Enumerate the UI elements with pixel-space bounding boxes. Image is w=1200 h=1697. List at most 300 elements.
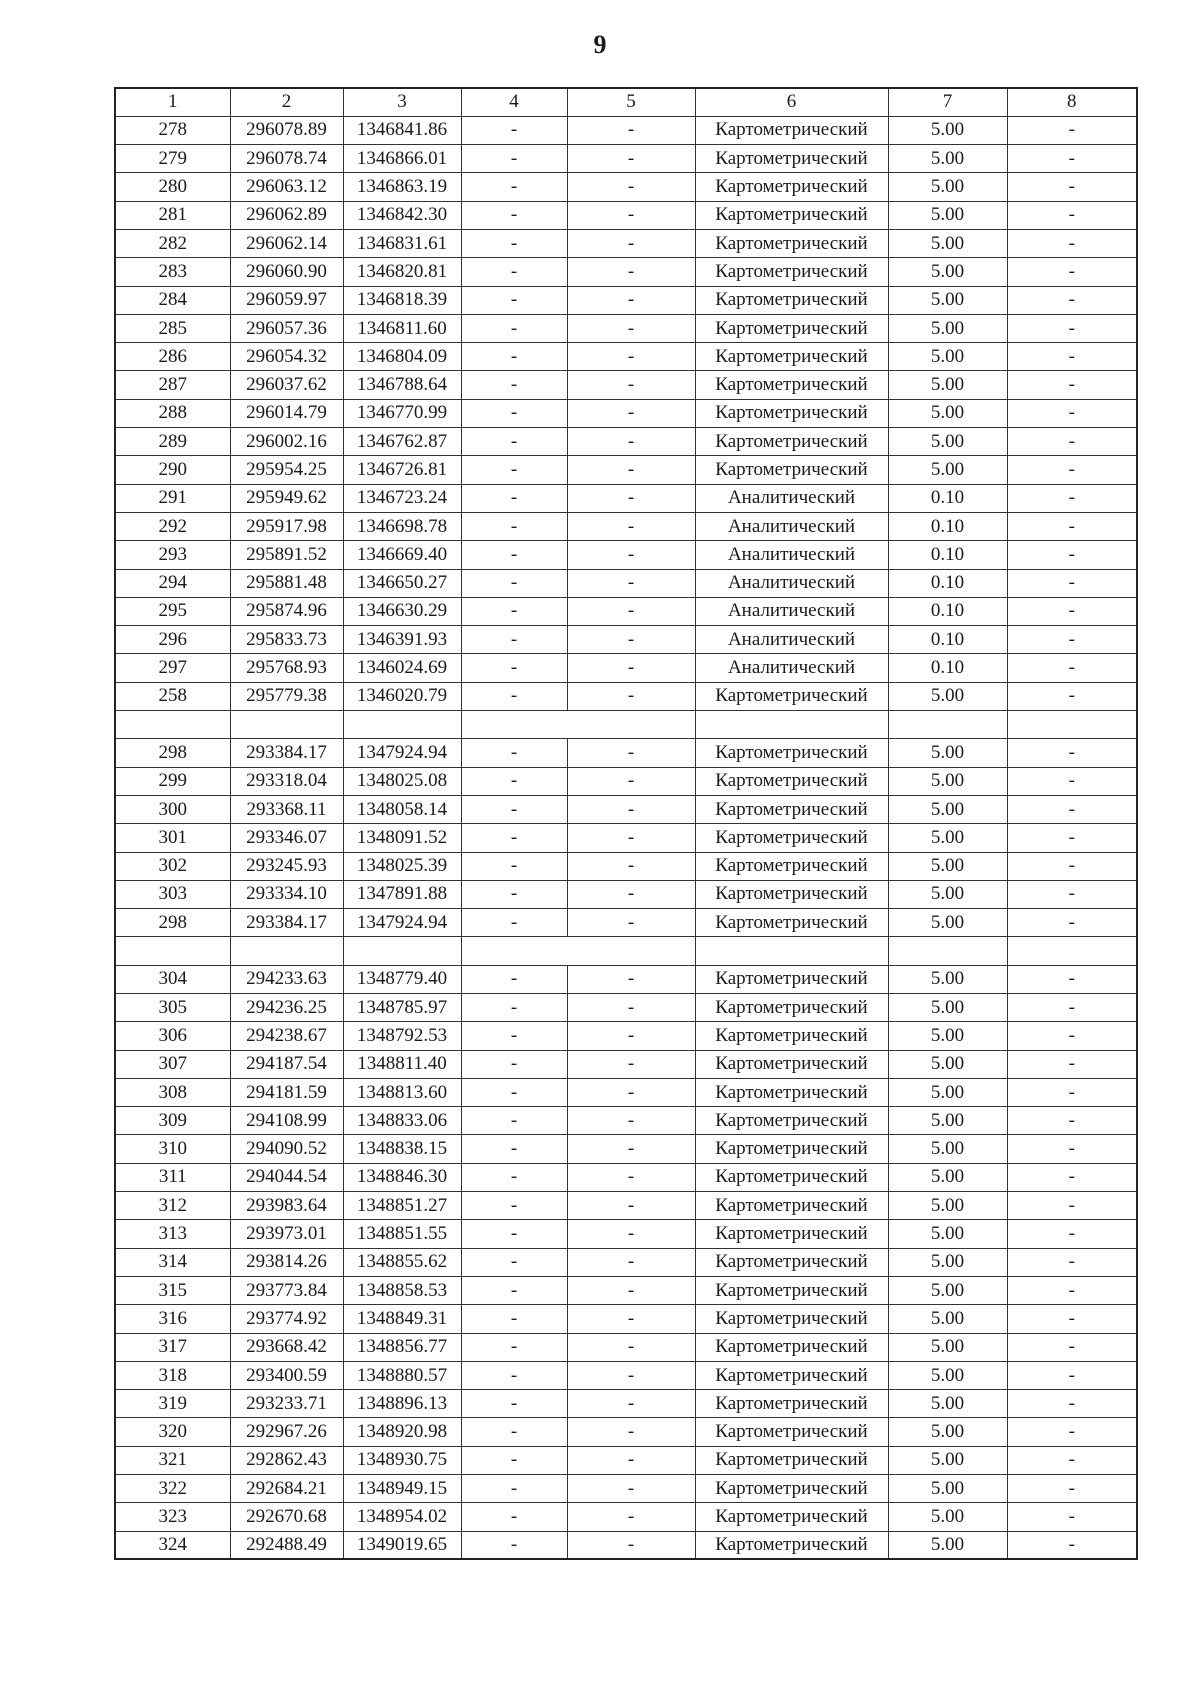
accuracy-cell: 0.10 xyxy=(888,484,1007,512)
x-coordinate-cell: 295768.93 xyxy=(230,654,343,682)
accuracy-cell: 5.00 xyxy=(888,824,1007,852)
column-8-cell: - xyxy=(1007,1248,1137,1276)
table-row xyxy=(115,1078,1137,1106)
y-coordinate-cell: 1348851.55 xyxy=(343,1220,461,1248)
y-coordinate-cell: 1346698.78 xyxy=(343,512,461,540)
column-4-cell: - xyxy=(461,597,567,625)
column-4-cell: - xyxy=(461,767,567,795)
column-5-cell: - xyxy=(567,371,695,399)
column-4-cell xyxy=(461,937,567,965)
y-coordinate-cell: 1348949.15 xyxy=(343,1475,461,1503)
point-number-cell: 317 xyxy=(115,1333,230,1361)
column-5-cell: - xyxy=(567,824,695,852)
accuracy-cell: 5.00 xyxy=(888,1305,1007,1333)
y-coordinate-cell: 1348779.40 xyxy=(343,965,461,993)
table-row xyxy=(115,626,1137,654)
point-number-cell: 301 xyxy=(115,824,230,852)
accuracy-cell: 0.10 xyxy=(888,597,1007,625)
accuracy-cell: 5.00 xyxy=(888,795,1007,823)
column-5-cell: - xyxy=(567,739,695,767)
table-row xyxy=(115,739,1137,767)
y-coordinate-cell: 1346024.69 xyxy=(343,654,461,682)
accuracy-cell: 5.00 xyxy=(888,1503,1007,1531)
column-8-cell: - xyxy=(1007,428,1137,456)
column-4-cell: - xyxy=(461,852,567,880)
method-cell: Картометрический xyxy=(695,116,888,144)
method-cell: Картометрический xyxy=(695,682,888,710)
column-5-cell: - xyxy=(567,965,695,993)
table-row xyxy=(115,1361,1137,1389)
point-number-cell: 292 xyxy=(115,512,230,540)
table-row xyxy=(115,116,1137,144)
x-coordinate-cell: 296037.62 xyxy=(230,371,343,399)
y-coordinate-cell: 1346762.87 xyxy=(343,428,461,456)
x-coordinate-cell: 292862.43 xyxy=(230,1446,343,1474)
y-coordinate-cell: 1348849.31 xyxy=(343,1305,461,1333)
column-5-cell: - xyxy=(567,145,695,173)
column-4-cell: - xyxy=(461,258,567,286)
table-row xyxy=(115,173,1137,201)
y-coordinate-cell: 1348058.14 xyxy=(343,795,461,823)
column-4-cell: - xyxy=(461,994,567,1022)
column-4-cell: - xyxy=(461,1220,567,1248)
accuracy-cell: 5.00 xyxy=(888,286,1007,314)
method-cell: Аналитический xyxy=(695,597,888,625)
point-number-cell: 298 xyxy=(115,739,230,767)
table-row xyxy=(115,1050,1137,1078)
x-coordinate-cell: 295891.52 xyxy=(230,541,343,569)
table-row xyxy=(115,654,1137,682)
column-8-cell: - xyxy=(1007,824,1137,852)
column-5-cell: - xyxy=(567,597,695,625)
accuracy-cell: 5.00 xyxy=(888,1078,1007,1106)
point-number-cell: 283 xyxy=(115,258,230,286)
column-4-cell: - xyxy=(461,1248,567,1276)
table-row xyxy=(115,824,1137,852)
x-coordinate-cell: 296063.12 xyxy=(230,173,343,201)
method-cell: Картометрический xyxy=(695,909,888,937)
column-5-cell: - xyxy=(567,1305,695,1333)
column-8-cell: - xyxy=(1007,1022,1137,1050)
x-coordinate-cell: 295954.25 xyxy=(230,456,343,484)
method-cell: Картометрический xyxy=(695,739,888,767)
column-4-cell: - xyxy=(461,541,567,569)
point-number-cell: 324 xyxy=(115,1531,230,1559)
column-5-cell: - xyxy=(567,1192,695,1220)
table-row xyxy=(115,994,1137,1022)
x-coordinate-cell: 293368.11 xyxy=(230,795,343,823)
x-coordinate-cell: 293973.01 xyxy=(230,1220,343,1248)
table-row xyxy=(115,456,1137,484)
table-row xyxy=(115,428,1137,456)
method-cell: Картометрический xyxy=(695,399,888,427)
column-5-cell: - xyxy=(567,1276,695,1304)
accuracy-cell: 5.00 xyxy=(888,1276,1007,1304)
column-8-cell: - xyxy=(1007,1078,1137,1106)
y-coordinate-cell: 1348091.52 xyxy=(343,824,461,852)
point-number-cell: 305 xyxy=(115,994,230,1022)
column-header: 6 xyxy=(695,88,888,116)
column-4-cell: - xyxy=(461,965,567,993)
column-5-cell: - xyxy=(567,852,695,880)
y-coordinate-cell: 1348811.40 xyxy=(343,1050,461,1078)
y-coordinate-cell: 1348858.53 xyxy=(343,1276,461,1304)
page-number: 9 xyxy=(593,30,607,59)
column-4-cell: - xyxy=(461,456,567,484)
accuracy-cell xyxy=(888,937,1007,965)
x-coordinate-cell: 293384.17 xyxy=(230,739,343,767)
x-coordinate-cell: 294044.54 xyxy=(230,1163,343,1191)
point-number-cell: 294 xyxy=(115,569,230,597)
method-cell: Картометрический xyxy=(695,994,888,1022)
x-coordinate-cell: 293318.04 xyxy=(230,767,343,795)
point-number-cell: 278 xyxy=(115,116,230,144)
method-cell xyxy=(695,711,888,739)
accuracy-cell: 5.00 xyxy=(888,314,1007,342)
point-number-cell: 316 xyxy=(115,1305,230,1333)
point-number-cell: 308 xyxy=(115,1078,230,1106)
accuracy-cell: 0.10 xyxy=(888,512,1007,540)
point-number-cell: 285 xyxy=(115,314,230,342)
column-5-cell: - xyxy=(567,626,695,654)
table-row xyxy=(115,1192,1137,1220)
accuracy-cell: 5.00 xyxy=(888,1220,1007,1248)
x-coordinate-cell: 295881.48 xyxy=(230,569,343,597)
table-row xyxy=(115,145,1137,173)
x-coordinate-cell: 293400.59 xyxy=(230,1361,343,1389)
x-coordinate-cell: 296060.90 xyxy=(230,258,343,286)
accuracy-cell: 5.00 xyxy=(888,399,1007,427)
accuracy-cell xyxy=(888,711,1007,739)
column-8-cell: - xyxy=(1007,1163,1137,1191)
method-cell: Аналитический xyxy=(695,484,888,512)
column-8-cell: - xyxy=(1007,343,1137,371)
method-cell: Картометрический xyxy=(695,965,888,993)
table-row xyxy=(115,286,1137,314)
column-5-cell: - xyxy=(567,314,695,342)
column-header: 2 xyxy=(230,88,343,116)
y-coordinate-cell: 1346831.61 xyxy=(343,229,461,257)
method-cell: Картометрический xyxy=(695,314,888,342)
column-header: 7 xyxy=(888,88,1007,116)
column-header: 5 xyxy=(567,88,695,116)
column-8-cell: - xyxy=(1007,116,1137,144)
method-cell: Картометрический xyxy=(695,767,888,795)
y-coordinate-cell: 1346841.86 xyxy=(343,116,461,144)
column-8-cell: - xyxy=(1007,597,1137,625)
y-coordinate-cell: 1348880.57 xyxy=(343,1361,461,1389)
accuracy-cell: 5.00 xyxy=(888,1418,1007,1446)
point-number-cell: 309 xyxy=(115,1107,230,1135)
x-coordinate-cell: 293983.64 xyxy=(230,1192,343,1220)
column-5-cell: - xyxy=(567,1531,695,1559)
column-8-cell: - xyxy=(1007,795,1137,823)
column-4-cell: - xyxy=(461,1475,567,1503)
column-8-cell: - xyxy=(1007,541,1137,569)
column-5-cell: - xyxy=(567,399,695,427)
column-8-cell: - xyxy=(1007,1107,1137,1135)
column-5-cell: - xyxy=(567,909,695,937)
x-coordinate-cell: 296002.16 xyxy=(230,428,343,456)
table-row xyxy=(115,541,1137,569)
column-4-cell: - xyxy=(461,909,567,937)
method-cell: Картометрический xyxy=(695,1248,888,1276)
accuracy-cell: 5.00 xyxy=(888,682,1007,710)
column-5-cell: - xyxy=(567,1503,695,1531)
x-coordinate-cell: 293334.10 xyxy=(230,880,343,908)
x-coordinate-cell: 294236.25 xyxy=(230,994,343,1022)
column-8-cell: - xyxy=(1007,456,1137,484)
x-coordinate-cell: 292967.26 xyxy=(230,1418,343,1446)
y-coordinate-cell: 1347924.94 xyxy=(343,909,461,937)
accuracy-cell: 5.00 xyxy=(888,343,1007,371)
y-coordinate-cell: 1348792.53 xyxy=(343,1022,461,1050)
column-8-cell: - xyxy=(1007,1135,1137,1163)
accuracy-cell: 5.00 xyxy=(888,371,1007,399)
table-row xyxy=(115,597,1137,625)
column-8-cell: - xyxy=(1007,1446,1137,1474)
column-4-cell: - xyxy=(461,795,567,823)
accuracy-cell: 5.00 xyxy=(888,1192,1007,1220)
column-4-cell: - xyxy=(461,286,567,314)
column-8-cell: - xyxy=(1007,909,1137,937)
y-coordinate-cell: 1348855.62 xyxy=(343,1248,461,1276)
method-cell: Картометрический xyxy=(695,1390,888,1418)
table-row xyxy=(115,682,1137,710)
table-row xyxy=(115,1333,1137,1361)
column-8-cell: - xyxy=(1007,1333,1137,1361)
y-coordinate-cell: 1346866.01 xyxy=(343,145,461,173)
column-5-cell: - xyxy=(567,286,695,314)
x-coordinate-cell: 294090.52 xyxy=(230,1135,343,1163)
x-coordinate-cell: 295949.62 xyxy=(230,484,343,512)
column-5-cell: - xyxy=(567,484,695,512)
y-coordinate-cell: 1346020.79 xyxy=(343,682,461,710)
column-4-cell: - xyxy=(461,229,567,257)
column-header: 3 xyxy=(343,88,461,116)
method-cell: Картометрический xyxy=(695,1163,888,1191)
point-number-cell: 306 xyxy=(115,1022,230,1050)
column-8-cell: - xyxy=(1007,1050,1137,1078)
column-8-cell: - xyxy=(1007,965,1137,993)
point-number-cell: 320 xyxy=(115,1418,230,1446)
table-row xyxy=(115,484,1137,512)
method-cell: Картометрический xyxy=(695,428,888,456)
column-5-cell xyxy=(567,937,695,965)
x-coordinate-cell: 292684.21 xyxy=(230,1475,343,1503)
column-8-cell xyxy=(1007,937,1137,965)
column-4-cell: - xyxy=(461,1192,567,1220)
table-row xyxy=(115,201,1137,229)
column-4-cell: - xyxy=(461,1418,567,1446)
column-4-cell: - xyxy=(461,428,567,456)
column-5-cell: - xyxy=(567,880,695,908)
x-coordinate-cell: 296078.74 xyxy=(230,145,343,173)
table-row xyxy=(115,852,1137,880)
method-cell: Картометрический xyxy=(695,1418,888,1446)
column-4-cell: - xyxy=(461,116,567,144)
table-row xyxy=(115,399,1137,427)
y-coordinate-cell: 1346669.40 xyxy=(343,541,461,569)
point-number-cell: 293 xyxy=(115,541,230,569)
point-number-cell: 279 xyxy=(115,145,230,173)
point-number-cell: 286 xyxy=(115,343,230,371)
table-row xyxy=(115,1475,1137,1503)
point-number-cell xyxy=(115,937,230,965)
column-4-cell: - xyxy=(461,1305,567,1333)
method-cell: Картометрический xyxy=(695,1276,888,1304)
column-5-cell: - xyxy=(567,116,695,144)
column-header: 1 xyxy=(115,88,230,116)
x-coordinate-cell: 294187.54 xyxy=(230,1050,343,1078)
point-number-cell: 313 xyxy=(115,1220,230,1248)
x-coordinate-cell: 292488.49 xyxy=(230,1531,343,1559)
y-coordinate-cell: 1348813.60 xyxy=(343,1078,461,1106)
x-coordinate-cell: 293245.93 xyxy=(230,852,343,880)
method-cell: Картометрический xyxy=(695,795,888,823)
point-number-cell: 300 xyxy=(115,795,230,823)
x-coordinate-cell: 295917.98 xyxy=(230,512,343,540)
column-8-cell: - xyxy=(1007,1276,1137,1304)
column-5-cell: - xyxy=(567,456,695,484)
column-5-cell: - xyxy=(567,1107,695,1135)
column-8-cell: - xyxy=(1007,1192,1137,1220)
column-5-cell: - xyxy=(567,1022,695,1050)
table-row xyxy=(115,512,1137,540)
column-8-cell: - xyxy=(1007,682,1137,710)
accuracy-cell: 5.00 xyxy=(888,1361,1007,1389)
y-coordinate-cell: 1346726.81 xyxy=(343,456,461,484)
accuracy-cell: 5.00 xyxy=(888,1531,1007,1559)
column-4-cell: - xyxy=(461,1503,567,1531)
y-coordinate-cell: 1346391.93 xyxy=(343,626,461,654)
column-8-cell: - xyxy=(1007,626,1137,654)
column-4-cell: - xyxy=(461,512,567,540)
point-number-cell: 321 xyxy=(115,1446,230,1474)
y-coordinate-cell: 1346863.19 xyxy=(343,173,461,201)
x-coordinate-cell: 296054.32 xyxy=(230,343,343,371)
column-5-cell: - xyxy=(567,767,695,795)
accuracy-cell: 5.00 xyxy=(888,1107,1007,1135)
accuracy-cell: 5.00 xyxy=(888,229,1007,257)
column-8-cell: - xyxy=(1007,371,1137,399)
column-5-cell: - xyxy=(567,994,695,1022)
accuracy-cell: 5.00 xyxy=(888,1050,1007,1078)
column-5-cell: - xyxy=(567,428,695,456)
point-number-cell: 299 xyxy=(115,767,230,795)
column-5-cell: - xyxy=(567,173,695,201)
table-row xyxy=(115,314,1137,342)
x-coordinate-cell: 294233.63 xyxy=(230,965,343,993)
column-5-cell: - xyxy=(567,654,695,682)
column-8-cell: - xyxy=(1007,654,1137,682)
point-number-cell: 287 xyxy=(115,371,230,399)
column-4-cell: - xyxy=(461,739,567,767)
method-cell: Картометрический xyxy=(695,371,888,399)
y-coordinate-cell: 1346650.27 xyxy=(343,569,461,597)
column-4-cell: - xyxy=(461,343,567,371)
x-coordinate-cell xyxy=(230,711,343,739)
method-cell: Картометрический xyxy=(695,1078,888,1106)
column-8-cell: - xyxy=(1007,484,1137,512)
column-8-cell: - xyxy=(1007,1503,1137,1531)
table-row xyxy=(115,909,1137,937)
method-cell xyxy=(695,937,888,965)
point-number-cell: 297 xyxy=(115,654,230,682)
column-8-cell: - xyxy=(1007,739,1137,767)
accuracy-cell: 0.10 xyxy=(888,626,1007,654)
column-4-cell: - xyxy=(461,569,567,597)
column-8-cell: - xyxy=(1007,994,1137,1022)
column-5-cell: - xyxy=(567,1163,695,1191)
column-8-cell: - xyxy=(1007,880,1137,908)
column-8-cell: - xyxy=(1007,286,1137,314)
point-number-cell: 288 xyxy=(115,399,230,427)
method-cell: Картометрический xyxy=(695,1305,888,1333)
y-coordinate-cell: 1348920.98 xyxy=(343,1418,461,1446)
column-4-cell: - xyxy=(461,145,567,173)
point-number-cell: 296 xyxy=(115,626,230,654)
x-coordinate-cell: 292670.68 xyxy=(230,1503,343,1531)
y-coordinate-cell: 1348851.27 xyxy=(343,1192,461,1220)
column-8-cell: - xyxy=(1007,229,1137,257)
x-coordinate-cell: 294181.59 xyxy=(230,1078,343,1106)
point-number-cell: 304 xyxy=(115,965,230,993)
point-number-cell: 312 xyxy=(115,1192,230,1220)
method-cell: Картометрический xyxy=(695,1107,888,1135)
point-number-cell: 282 xyxy=(115,229,230,257)
y-coordinate-cell: 1346811.60 xyxy=(343,314,461,342)
table-row xyxy=(115,371,1137,399)
table-row xyxy=(115,767,1137,795)
table-row xyxy=(115,880,1137,908)
x-coordinate-cell: 296014.79 xyxy=(230,399,343,427)
accuracy-cell: 5.00 xyxy=(888,116,1007,144)
x-coordinate-cell xyxy=(230,937,343,965)
column-8-cell: - xyxy=(1007,1220,1137,1248)
column-5-cell: - xyxy=(567,1390,695,1418)
table-row xyxy=(115,965,1137,993)
column-4-cell: - xyxy=(461,1078,567,1106)
point-number-cell: 318 xyxy=(115,1361,230,1389)
accuracy-cell: 5.00 xyxy=(888,1022,1007,1050)
y-coordinate-cell: 1348954.02 xyxy=(343,1503,461,1531)
accuracy-cell: 5.00 xyxy=(888,880,1007,908)
column-4-cell: - xyxy=(461,173,567,201)
method-cell: Аналитический xyxy=(695,541,888,569)
coordinates-table xyxy=(114,87,1138,1560)
accuracy-cell: 5.00 xyxy=(888,173,1007,201)
method-cell: Картометрический xyxy=(695,1333,888,1361)
column-5-cell: - xyxy=(567,1333,695,1361)
table-row xyxy=(115,1531,1137,1559)
column-4-cell: - xyxy=(461,880,567,908)
method-cell: Картометрический xyxy=(695,173,888,201)
column-4-cell: - xyxy=(461,1050,567,1078)
y-coordinate-cell: 1346723.24 xyxy=(343,484,461,512)
table-row xyxy=(115,711,1137,739)
method-cell: Аналитический xyxy=(695,654,888,682)
method-cell: Картометрический xyxy=(695,1361,888,1389)
column-8-cell: - xyxy=(1007,1305,1137,1333)
x-coordinate-cell: 293233.71 xyxy=(230,1390,343,1418)
table-row xyxy=(115,1107,1137,1135)
column-header: 8 xyxy=(1007,88,1137,116)
table-row xyxy=(115,258,1137,286)
column-8-cell: - xyxy=(1007,1475,1137,1503)
table-row xyxy=(115,229,1137,257)
point-number-cell: 290 xyxy=(115,456,230,484)
